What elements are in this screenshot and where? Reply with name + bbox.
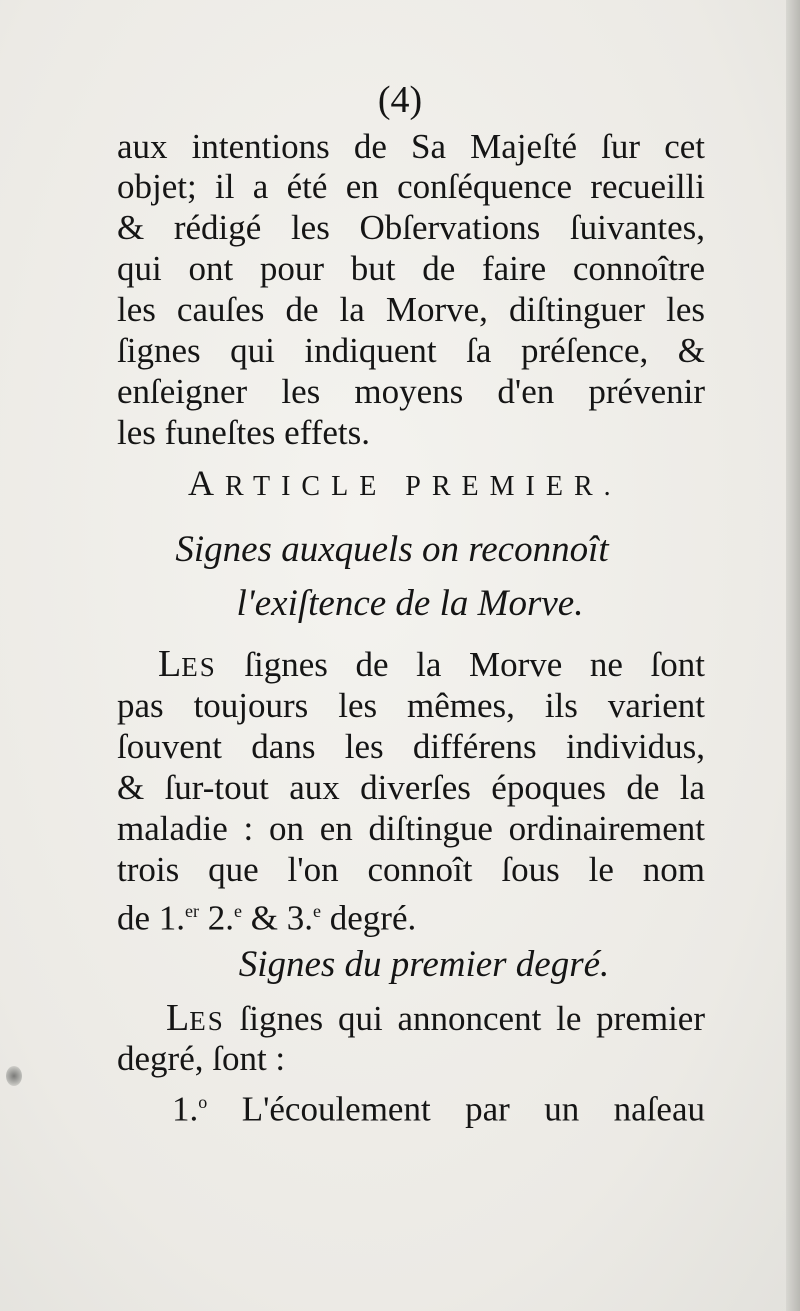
text-segment: ſignes qui annoncent le premier [224,999,705,1038]
text-line [166,998,705,1041]
small-caps: ES [181,652,217,682]
page-edge-shadow [786,0,800,1311]
superscript: er [185,901,200,921]
text-line: trois que l'on connoît ſous le nom [117,850,705,889]
text-line: ſignes qui indiquent ſa préſence, & [117,331,705,370]
text-line: les cauſes de la Morve, diſtinguer les [117,290,705,329]
text-segment: de 1. [117,898,186,938]
text-line: enſeigner les moyens d'en prévenir [117,372,705,411]
drop-initial: L [158,643,182,685]
list-number: 1. [172,1089,199,1129]
text-line: ſouvent dans les différens individus, [117,727,705,766]
superscript: e [313,901,322,921]
text-line: maladie : on en diſtingue ordinairement [117,809,705,848]
article-initial: A [188,463,225,503]
text-line: pas toujours les mêmes, ils varient [117,686,705,725]
drop-initial: L [166,997,190,1039]
text-line [158,644,705,687]
text-line [172,1082,705,1130]
superscript: o [198,1092,208,1112]
text-line: aux intentions de Sa Majeſté ſur cet [117,127,705,166]
text-line: qui ont pour but de faire connoître [117,249,705,288]
text-line: & ſur-tout aux diverſes époques de la [117,768,705,807]
small-caps: ES [189,1006,225,1036]
page-number: (4) [377,79,423,121]
text-line: les funeſtes effets. [117,413,371,452]
article-heading-rest: RTICLE PREMIER. [225,471,622,502]
text-line: & rédigé les Obſervations ſuivantes, [117,208,705,247]
ink-smudge [6,1066,22,1086]
text-segment: 2. [199,898,235,938]
text-line: objet; il a été en conſéquence recueilli [117,167,705,206]
text-segment: & 3. [242,898,314,938]
text-segment: L'écoulement par un naſeau [241,1089,706,1129]
section-heading: Signes du premier degré. [238,944,610,985]
text-segment: degré. [321,898,417,938]
section-heading: l'exiſtence de la Morve. [236,583,584,624]
article-heading [188,463,648,507]
text-line: degré, ſont : [117,1039,286,1078]
text-segment: ſignes de la Morve ne ſont [216,645,705,684]
text-line [117,891,705,939]
section-heading: Signes auxquels on reconnoît [175,529,609,570]
superscript: e [234,901,243,921]
